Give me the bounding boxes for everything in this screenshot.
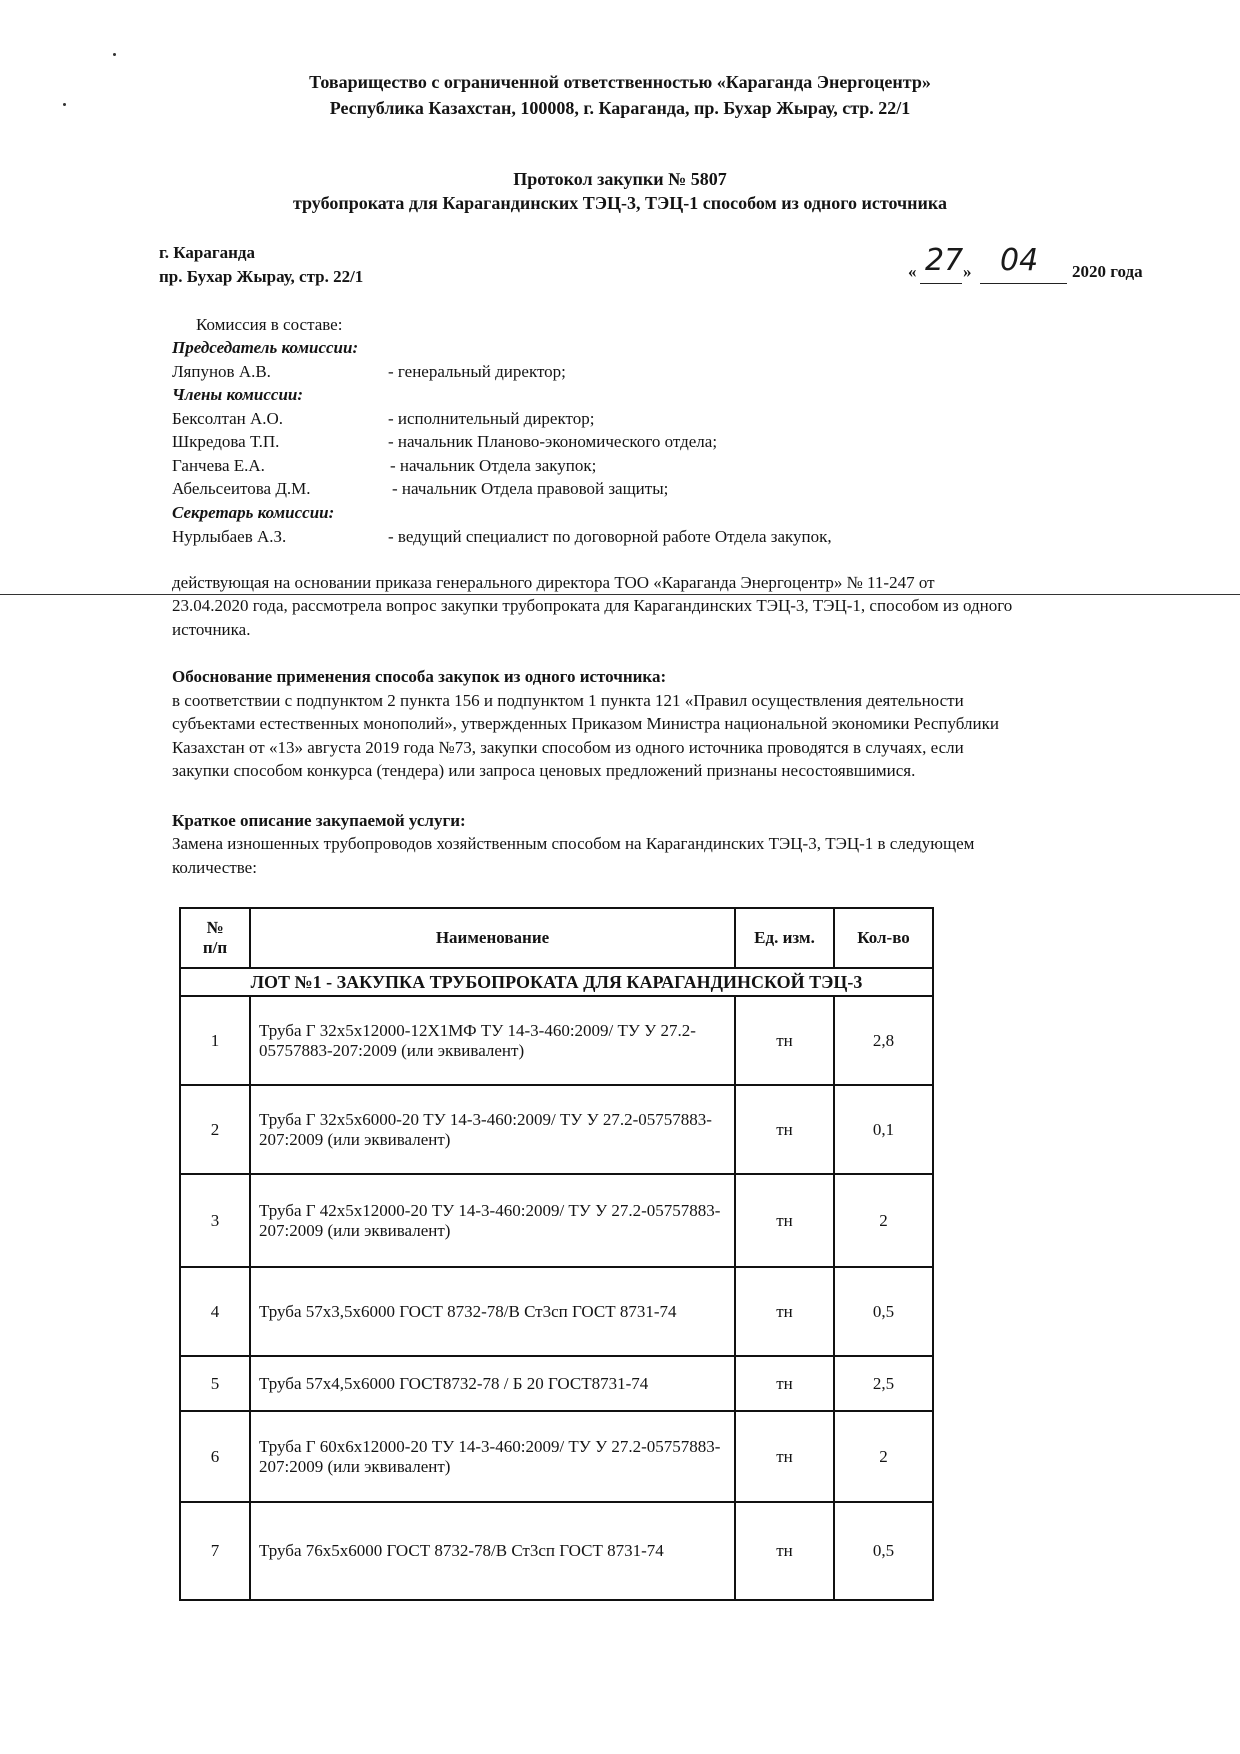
table-row bbox=[180, 1356, 933, 1411]
justification-line: Казахстан от «13» августа 2019 года №73, закупки способом из одного источника проводятся в случаях, если bbox=[172, 738, 964, 757]
org-name: Товарищество с ограниченной ответственностью «Караганда Энергоцентр» bbox=[309, 72, 931, 92]
justification-heading: Обоснование применения способа закупок из одного источника: bbox=[172, 667, 667, 686]
date-open-quote: « bbox=[908, 262, 917, 281]
header-num-line1: № bbox=[206, 918, 224, 937]
date-close-quote: » bbox=[963, 262, 972, 281]
scan-speck bbox=[113, 53, 116, 56]
member-name: Абельсеитова Д.М. bbox=[172, 479, 311, 498]
justification-line: в соответствии с подпунктом 2 пункта 156 и подпунктом 1 пункта 121 «Правил осуществления деятельности bbox=[172, 691, 964, 710]
row-name: Труба 57х4,5х6000 ГОСТ8732-78 / Б 20 ГОСТ8731-74 bbox=[250, 1356, 735, 1411]
date-day-underline bbox=[920, 283, 962, 284]
row-num: 2 bbox=[180, 1085, 250, 1174]
row-unit: тн bbox=[735, 1174, 834, 1267]
row-name: Труба 76х5х6000 ГОСТ 8732-78/В Ст3сп ГОСТ 8731-74 bbox=[250, 1502, 735, 1600]
row-name: Труба Г 32х5х6000-20 ТУ 14-3-460:2009/ ТУ У 27.2-05757883-207:2009 (или эквивалент) bbox=[250, 1085, 735, 1174]
items-table bbox=[179, 907, 934, 1601]
table-row bbox=[180, 1502, 933, 1600]
scan-stray-line bbox=[0, 594, 1240, 595]
secretary-heading: Секретарь комиссии: bbox=[172, 503, 335, 522]
header-unit: Ед. изм. bbox=[735, 908, 834, 968]
chair-heading: Председатель комиссии: bbox=[172, 338, 359, 357]
row-unit: тн bbox=[735, 996, 834, 1085]
row-num: 5 bbox=[180, 1356, 250, 1411]
table-row bbox=[180, 1267, 933, 1356]
member-name: Бексолтан А.О. bbox=[172, 409, 284, 428]
header-name: Наименование bbox=[250, 908, 735, 968]
header-num-line2: п/п bbox=[202, 938, 228, 957]
acting-paragraph-line: действующая на основании приказа генерального директора ТОО «Караганда Энергоцентр» № 11-247 от bbox=[172, 573, 935, 592]
acting-paragraph-line: 23.04.2020 года, рассмотрела вопрос закупки трубопроката для Карагандинских ТЭЦ-3, ТЭЦ-1, способом из одного bbox=[172, 596, 1013, 615]
row-qty: 2 bbox=[834, 1174, 933, 1267]
protocol-subtitle: трубопроката для Карагандинских ТЭЦ-3, ТЭЦ-1 способом из одного источника bbox=[292, 193, 948, 213]
description-heading: Краткое описание закупаемой услуги: bbox=[172, 811, 466, 830]
date-month-underline bbox=[980, 283, 1067, 284]
row-num: 4 bbox=[180, 1267, 250, 1356]
header-qty: Кол-во bbox=[834, 908, 933, 968]
row-qty: 0,5 bbox=[834, 1502, 933, 1600]
justification-line: субъектами естественных монополий», утвержденных Приказом Министра национальной экономики Республики bbox=[172, 714, 999, 733]
row-qty: 0,5 bbox=[834, 1267, 933, 1356]
place-address: пр. Бухар Жырау, стр. 22/1 bbox=[159, 267, 364, 286]
row-unit: тн bbox=[735, 1085, 834, 1174]
row-unit: тн bbox=[735, 1411, 834, 1502]
table-header-row bbox=[180, 908, 933, 968]
date-month: 04 bbox=[1000, 243, 1039, 278]
row-num: 7 bbox=[180, 1502, 250, 1600]
row-num: 1 bbox=[180, 996, 250, 1085]
table-row bbox=[180, 1174, 933, 1267]
acting-paragraph-line: источника. bbox=[172, 620, 251, 639]
row-qty: 0,1 bbox=[834, 1085, 933, 1174]
row-num: 6 bbox=[180, 1411, 250, 1502]
row-qty: 2,5 bbox=[834, 1356, 933, 1411]
row-qty: 2,8 bbox=[834, 996, 933, 1085]
member-name: Шкредова Т.П. bbox=[172, 432, 280, 451]
lot-title: ЛОТ №1 - ЗАКУПКА ТРУБОПРОКАТА ДЛЯ КАРАГАНДИНСКОЙ ТЭЦ-3 bbox=[180, 968, 933, 996]
row-name: Труба Г 60х6х12000-20 ТУ 14-3-460:2009/ ТУ У 27.2-05757883-207:2009 (или эквивалент) bbox=[250, 1411, 735, 1502]
description-line: Замена изношенных трубопроводов хозяйственным способом на Карагандинских ТЭЦ-3, ТЭЦ-1 в следующем bbox=[172, 834, 975, 853]
secretary-name: Нурлыбаев А.З. bbox=[172, 527, 287, 546]
members-heading: Члены комиссии: bbox=[172, 385, 304, 404]
row-name: Труба Г 32х5х12000-12Х1МФ ТУ 14-3-460:2009/ ТУ У 27.2-05757883-207:2009 (или эквивалент) bbox=[250, 996, 735, 1085]
commission-intro: Комиссия в составе: bbox=[196, 315, 343, 334]
org-address: Республика Казахстан, 100008, г. Караганда, пр. Бухар Жырау, стр. 22/1 bbox=[329, 98, 911, 118]
table-row bbox=[180, 1411, 933, 1502]
protocol-title: Протокол закупки № 5807 bbox=[513, 169, 727, 189]
member-role: - начальник Отдела правовой защиты; bbox=[392, 479, 669, 498]
row-num: 3 bbox=[180, 1174, 250, 1267]
row-unit: тн bbox=[735, 1356, 834, 1411]
date-year: 2020 года bbox=[1072, 262, 1143, 281]
row-qty: 2 bbox=[834, 1411, 933, 1502]
lot-row bbox=[180, 968, 933, 996]
header-num bbox=[180, 908, 250, 968]
row-unit: тн bbox=[735, 1502, 834, 1600]
chair-name: Ляпунов А.В. bbox=[172, 362, 271, 381]
table-row bbox=[180, 1085, 933, 1174]
member-name: Ганчева Е.А. bbox=[172, 456, 265, 475]
table-row bbox=[180, 996, 933, 1085]
place-city: г. Караганда bbox=[159, 243, 255, 262]
date-day: 27 bbox=[925, 243, 964, 278]
member-role: - исполнительный директор; bbox=[388, 409, 595, 428]
member-role: - начальник Планово-экономического отдела; bbox=[388, 432, 718, 451]
row-name: Труба Г 42х5х12000-20 ТУ 14-3-460:2009/ ТУ У 27.2-05757883-207:2009 (или эквивалент) bbox=[250, 1174, 735, 1267]
row-unit: тн bbox=[735, 1267, 834, 1356]
justification-line: закупки способом конкурса (тендера) или запроса ценовых предложений признаны несостоявшимися. bbox=[172, 761, 916, 780]
row-name: Труба 57х3,5х6000 ГОСТ 8732-78/В Ст3сп ГОСТ 8731-74 bbox=[250, 1267, 735, 1356]
description-line: количестве: bbox=[172, 858, 257, 877]
chair-role: - генеральный директор; bbox=[388, 362, 566, 381]
member-role: - начальник Отдела закупок; bbox=[390, 456, 597, 475]
secretary-role: - ведущий специалист по договорной работе Отдела закупок, bbox=[388, 527, 832, 546]
